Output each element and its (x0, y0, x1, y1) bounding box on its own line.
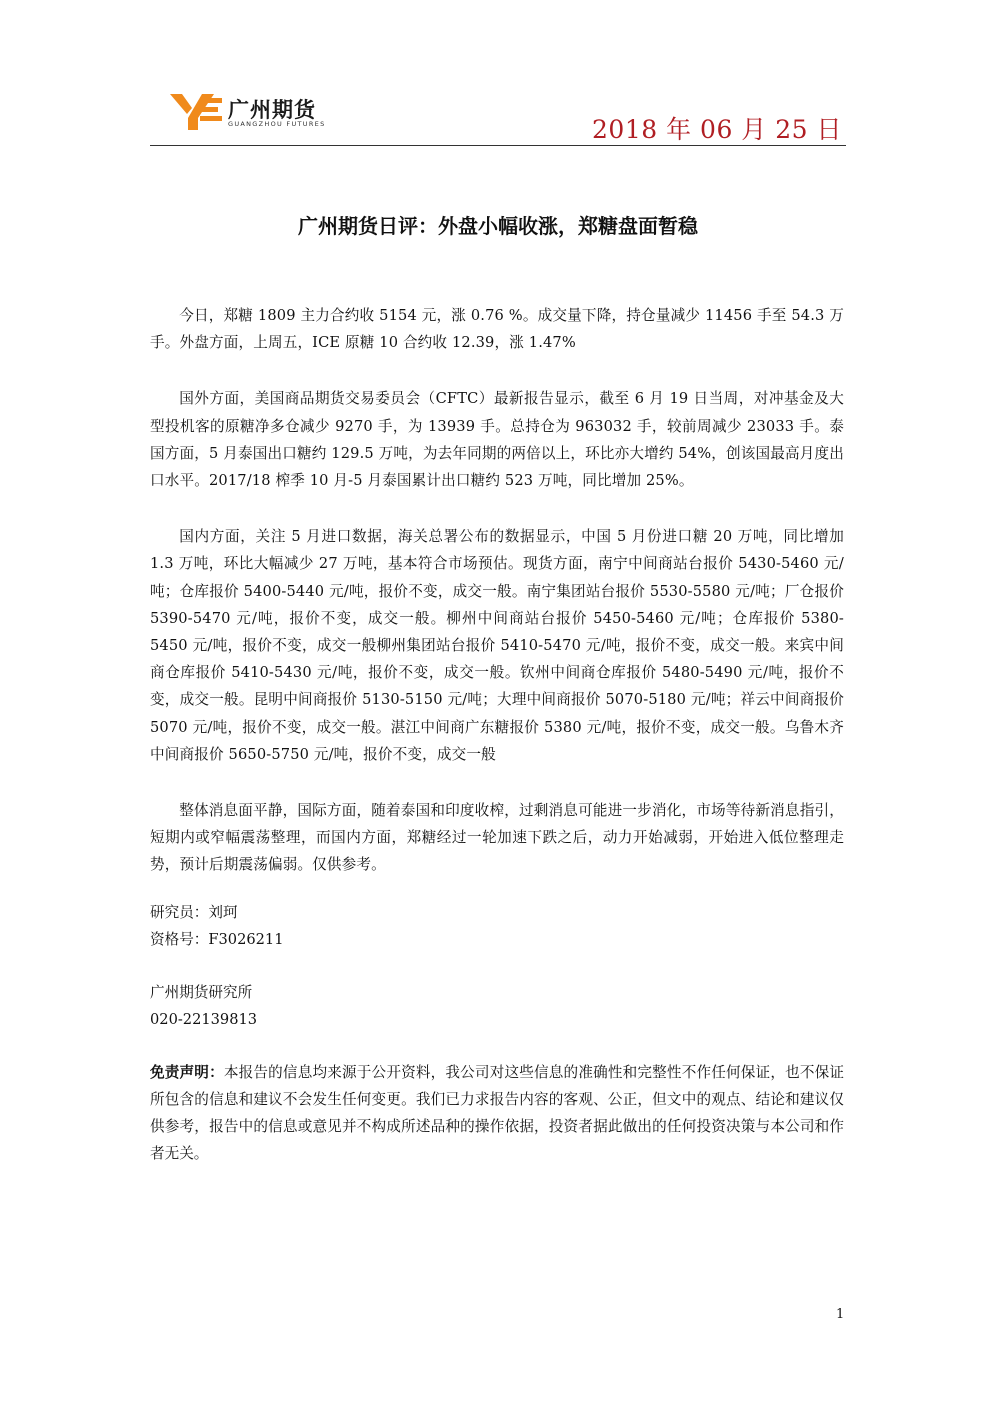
institute-info (150, 979, 844, 1033)
researcher-info (150, 899, 844, 953)
report-body (150, 302, 844, 1167)
logo-name-cn: 广州期货 (228, 98, 316, 122)
institute-phone: 020-22139813 (150, 1010, 258, 1028)
logo-emblem-icon (168, 88, 226, 132)
institute-name: 广州期货研究所 (150, 983, 253, 1001)
paragraph-market-summary: 今日，郑糖 1809 主力合约收 5154 元，涨 0.76 %。成交量下降，持仓量减少 11456 手至 54.3 万手。外盘方面，上周五，ICE 原糖 10 合约收 12.39，涨 1.47% (150, 307, 844, 352)
report-title: 广州期货日评：外盘小幅收涨，郑糖盘面暂稳 (298, 214, 698, 238)
disclaimer-label: 免责声明： (150, 1063, 224, 1081)
logo-name-en: GUANGZHOU FUTURES (228, 120, 326, 128)
paragraph-domestic: 国内方面，关注 5 月进口数据，海关总署公布的数据显示，中国 5 月份进口糖 20 万吨，同比增加 1.3 万吨，环比大幅减少 27 万吨，基本符合市场预估。现货方面，南宁中间商站台报价 5430-5460 元/吨；仓库报价 5400-5440 元/吨，报价不变，成交一般。南宁集团站台报价 5530-5580 元/吨；厂仓报价 5390-5470 元/吨，报价不变，成交一般。柳州中间商站台报价 5450-5460 元/吨；仓库报价 5380-5450 元/吨，报价不变，成交一般柳州集团站台报价 5410-5470 元/吨，报价不变，成交一般。来宾中间商仓库报价 5410-5430 元/吨，报价不变，成交一般。钦州中间商仓库报价 5480-5490 元/吨，报价不变，成交一般。昆明中间商报价 5130-5150 元/吨；大理中间商报价 5070-5180 元/吨；祥云中间商报价 5070 元/吨，报价不变，成交一般。湛江中间商广东糖报价 5380 元/吨，报价不变，成交一般。乌鲁木齐中间商报价 5650-5750 元/吨，报价不变，成交一般 (150, 528, 844, 763)
disclaimer (150, 1059, 844, 1168)
researcher-name: 研究员：刘珂 (150, 903, 238, 921)
paragraph-international: 国外方面，美国商品期货交易委员会（CFTC）最新报告显示，截至 6 月 19 日当周，对冲基金及大型投机客的原糖净多仓减少 9270 手，为 13939 手。总持仓为 963032 手，较前周减少 23033 手。泰国方面，5 月泰国出口糖约 129.5 万吨，为去年同期的两倍以上，环比亦大增约 54%，创该国最高月度出口水平。2017/18 榨季 10 月-5 月泰国累计出口糖约 523 万吨，同比增加 25%。 (150, 390, 844, 490)
disclaimer-text: 本报告的信息均来源于公开资料，我公司对这些信息的准确性和完整性不作任何保证，也不保证所包含的信息和建议不会发生任何变更。我们已力求报告内容的客观、公正，但文中的观点、结论和建议仅供参考，报告中的信息或意见并不构成所述品种的操作依据，投资者据此做出的任何投资决策与本公司和作者无关。 (150, 1063, 844, 1163)
header-divider (150, 145, 846, 146)
paragraph-outlook: 整体消息面平静，国际方面，随着泰国和印度收榨，过剩消息可能进一步消化，市场等待新消息指引，短期内或窄幅震荡整理，而国内方面，郑糖经过一轮加速下跌之后，动力开始减弱，开始进入低位整理走势，预计后期震荡偏弱。仅供参考。 (150, 802, 844, 874)
license-number: 资格号：F3026211 (150, 930, 284, 948)
report-date: 2018 年 06 月 25 日 (592, 115, 842, 144)
page-header (150, 82, 846, 148)
page-number: 1 (836, 1307, 845, 1322)
company-logo (168, 88, 348, 134)
